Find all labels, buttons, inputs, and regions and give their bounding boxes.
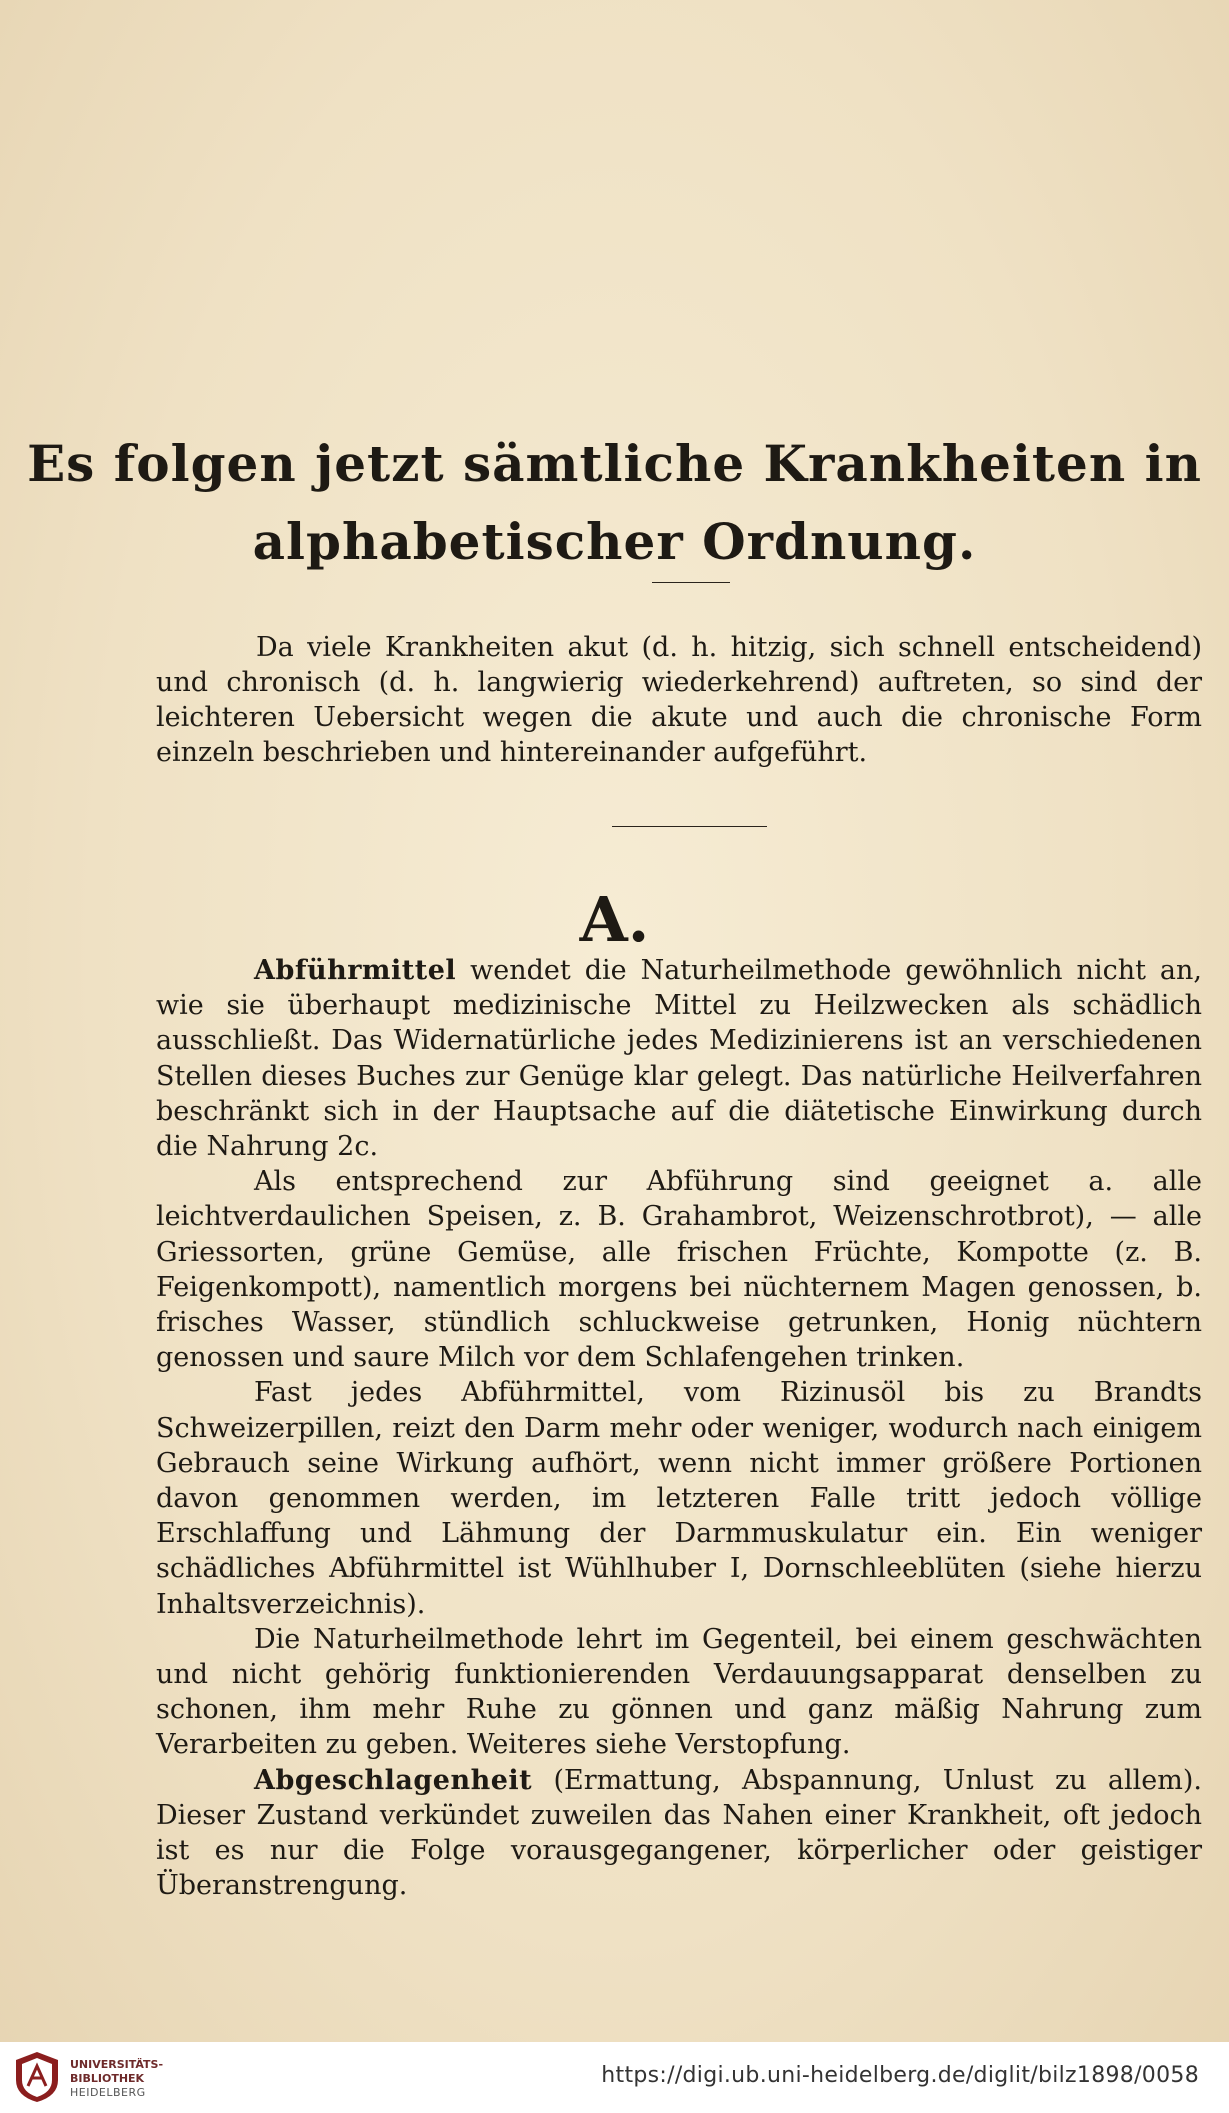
entry-keyword: Abführmittel bbox=[254, 955, 457, 986]
heading-line-1: Es folgen jetzt sämtliche Krankheiten in bbox=[27, 434, 1202, 493]
entry-keyword: Abgeschlagenheit bbox=[254, 1764, 533, 1796]
paragraph: Als entsprechend zur Abführung sind geeignet a. alle leichtverdaulichen Speisen, z. B. Grahambrot, Weizenschrotbrot), — alle Griessorten, grüne Gemüse, alle frischen Früchte, Kompotte (z. B. Feigenkompott), namentlich morgens bei nüchternem Magen genossen, b. frisches Wasser, stündlich schluckweise getrunken, Honig nüchtern genossen und saure Milch vor dem Schlafengehen trinken. bbox=[156, 1166, 1202, 1374]
intro-paragraph: Da viele Krankheiten akut (d. h. hitzig, sich schnell entscheidend) und chronisch (d. h. langwierig wiederkehrend) auftreten, so sind der leichteren Uebersicht wegen die akute und auch die chronische Form einzeln beschrieben und hintereinander aufgeführt. bbox=[156, 632, 1202, 768]
body-text bbox=[156, 953, 1202, 1903]
heading-line-2: alphabetischer Ordnung. bbox=[252, 512, 977, 571]
divider-rule bbox=[612, 826, 767, 827]
paragraph-text: wendet die Naturheilmethode gewöhnlich nicht an, wie sie überhaupt medizinische Mittel zu Heilzwecken als schädlich ausschließt. Das Widernatürliche jedes Medizinierens ist an verschiedenen Stellen dieses Buches zur Genüge klar gelegt. Das natürliche Heilverfahren beschränkt sich in der Hauptsache auf die diätetische Einwirkung durch die Nahrung 2c. bbox=[156, 955, 1202, 1163]
paragraph: Fast jedes Abführmittel, vom Rizinusöl bis zu Brandts Schweizerpillen, reizt den Darm mehr oder weniger, wodurch nach einigem Gebrauch seine Wirkung aufhört, wenn nicht immer größere Portionen davon genommen werden, im letzteren Falle tritt jedoch völlige Erschlaffung und Lähmung der Darmmuskulatur ein. Ein weniger schädliches Abführmittel ist Wühlhuber I, Dornschleeblüten (siehe hierzu Inhaltsverzeichnis). bbox=[156, 1377, 1202, 1620]
paragraph: Die Naturheilmethode lehrt im Gegenteil, bei einem geschwächten und nicht gehörig funktionierenden Verdauungsapparat denselben zu schonen, ihm mehr Ruhe zu gönnen und ganz mäßig Nahrung zum Verarbeiten zu geben. Weiteres siehe Verstopfung. bbox=[156, 1623, 1202, 1761]
section-letter: A. bbox=[579, 883, 650, 956]
library-logo-text bbox=[70, 2058, 163, 2100]
university-seal-icon bbox=[12, 2050, 62, 2104]
logo-line-1: UNIVERSITÄTS- bbox=[70, 2058, 164, 2071]
logo-line-3: HEIDELBERG bbox=[70, 2086, 146, 2099]
paragraph-abfuehrmittel bbox=[156, 953, 1202, 1164]
source-url-link[interactable]: https://digi.ub.uni-heidelberg.de/diglit/bilz1898/0058 bbox=[601, 2063, 1199, 2088]
logo-line-2: BIBLIOTHEK bbox=[70, 2072, 145, 2085]
paragraph-text: (Ermattung, Abspannung, Unlust zu allem). Dieser Zustand verkündet zuweilen das Nahen einer Krankheit, oft jedoch ist es nur die Folge vorausgegangener, körperlicher oder geistiger Überanstrengung. bbox=[156, 1764, 1202, 1902]
paragraph-abgeschlagenheit bbox=[156, 1763, 1202, 1904]
page-heading bbox=[0, 425, 1229, 581]
divider-rule bbox=[652, 582, 730, 583]
